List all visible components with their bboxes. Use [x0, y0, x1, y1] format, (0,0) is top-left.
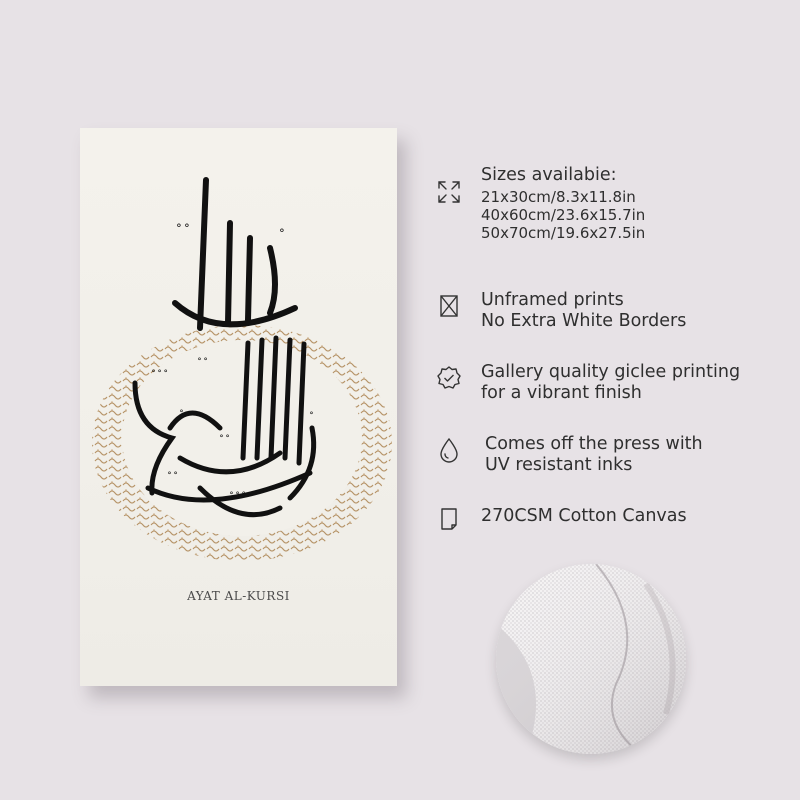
svg-text:ﹾ: ﹾ [280, 229, 284, 244]
allah-calligraphy [175, 180, 295, 328]
svg-text:ﹾ ﹾ: ﹾ ﹾ [198, 358, 208, 369]
feature-title: Sizes availabie: [481, 165, 617, 185]
svg-text:ﹾ ﹾ: ﹾ ﹾ [177, 224, 189, 239]
feature-line: Comes off the press with [485, 434, 703, 454]
svg-text:ﹾ: ﹾ [180, 410, 183, 421]
svg-text:ﹾ ﹾ: ﹾ ﹾ [168, 472, 178, 483]
feature-line: 270CSM Cotton Canvas [481, 506, 687, 526]
quality-badge-icon [436, 365, 462, 391]
feature-unframed [436, 290, 686, 332]
svg-text:ﹾ ﹾ: ﹾ ﹾ [220, 435, 230, 446]
poster-caption: AYAT AL-KURSI [187, 589, 290, 603]
feature-canvas [436, 506, 687, 532]
feature-line: Unframed prints [481, 290, 624, 310]
canvas-closeup-image [496, 564, 686, 754]
feature-quality [436, 362, 740, 404]
size-option: 40x60cm/23.6x15.7in [481, 206, 646, 224]
svg-text:ﹾ ﹾ ﹾ: ﹾ ﹾ ﹾ [152, 370, 168, 381]
size-option: 21x30cm/8.3x11.8in [481, 188, 636, 206]
feature-inks [436, 434, 703, 476]
ink-drop-icon [436, 437, 462, 463]
svg-text:ﹾ: ﹾ [310, 412, 313, 423]
poster-print [80, 128, 397, 686]
size-option: 50x70cm/19.6x27.5in [481, 224, 646, 242]
feature-line: for a vibrant finish [481, 383, 642, 403]
resize-arrows-icon [436, 179, 462, 205]
feature-sizes [436, 165, 645, 242]
feature-line: UV resistant inks [485, 455, 633, 475]
unframed-icon [436, 293, 462, 319]
feature-line: Gallery quality giclee printing [481, 362, 741, 382]
feature-line: No Extra White Borders [481, 311, 687, 331]
svg-text:ﹾ ﹾ ﹾ: ﹾ ﹾ ﹾ [230, 492, 246, 503]
canvas-page-icon [436, 506, 462, 532]
